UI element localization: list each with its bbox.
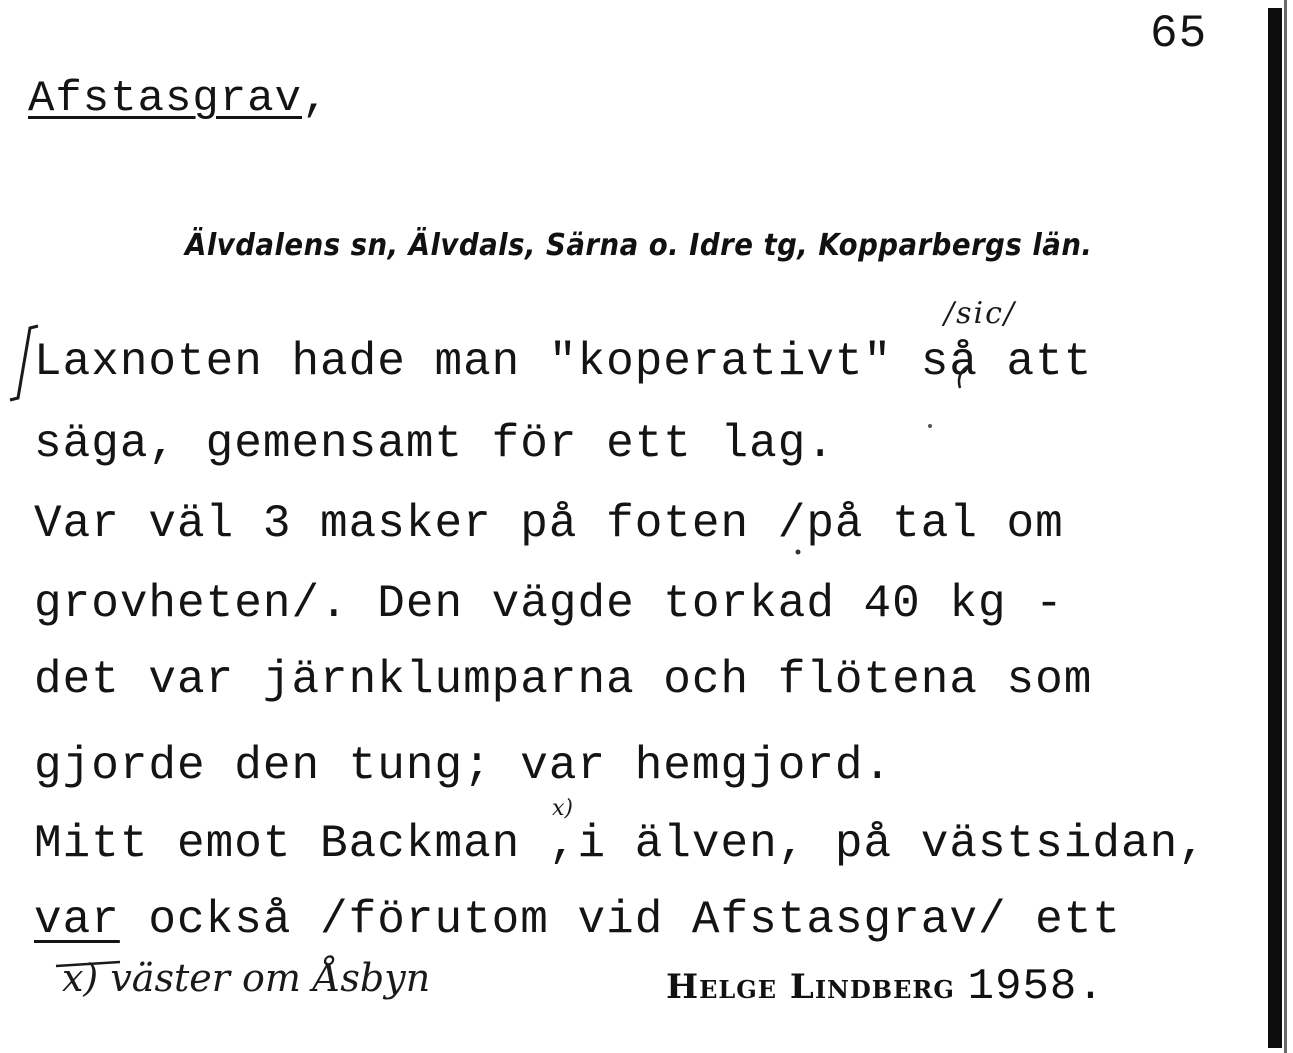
signature-line (666, 962, 1105, 1012)
text-line-5: det var järnklumparna och flötena som (34, 654, 1093, 706)
margin-bar-edge (1284, 0, 1287, 1053)
heading-punct: , (302, 74, 330, 124)
stray-dot-mark (928, 424, 932, 428)
text-line-7: Mitt emot Backman ,i älven, på västsidan, (34, 818, 1207, 870)
heading-word: Afstasgrav (28, 74, 303, 124)
stray-dot-mark (796, 550, 801, 555)
margin-bar (1268, 8, 1282, 1048)
page-number: 65 (1150, 8, 1208, 60)
text-line-1: Laxnoten hade man "koperativt" så att (34, 336, 1093, 388)
line-8-underlined-word: var (34, 894, 120, 946)
text-line-4: grovheten/. Den vägde torkad 40 kg - (34, 578, 1064, 630)
signature-name: Helge Lindberg (666, 967, 955, 1007)
text-line-8 (34, 894, 1121, 946)
location-stamp: Älvdalens sn, Älvdals, Särna o. Idre tg, Kopparbergs län. (185, 228, 1093, 263)
card-heading (28, 74, 329, 124)
text-line-2: säga, gemensamt för ett lag. (34, 418, 835, 470)
line-8-rest: också /förutom vid Afstasgrav/ ett (119, 894, 1121, 946)
sic-annotation: /sic/ (944, 296, 1017, 331)
text-line-3: Var väl 3 masker på foten /på tal om (34, 498, 1064, 550)
footnote-mark: x) (552, 796, 573, 821)
signature-year: 1958. (967, 962, 1105, 1012)
handwritten-footnote: x) väster om Åsbyn (62, 956, 431, 1000)
text-line-6: gjorde den tung; var hemgjord. (34, 740, 893, 792)
